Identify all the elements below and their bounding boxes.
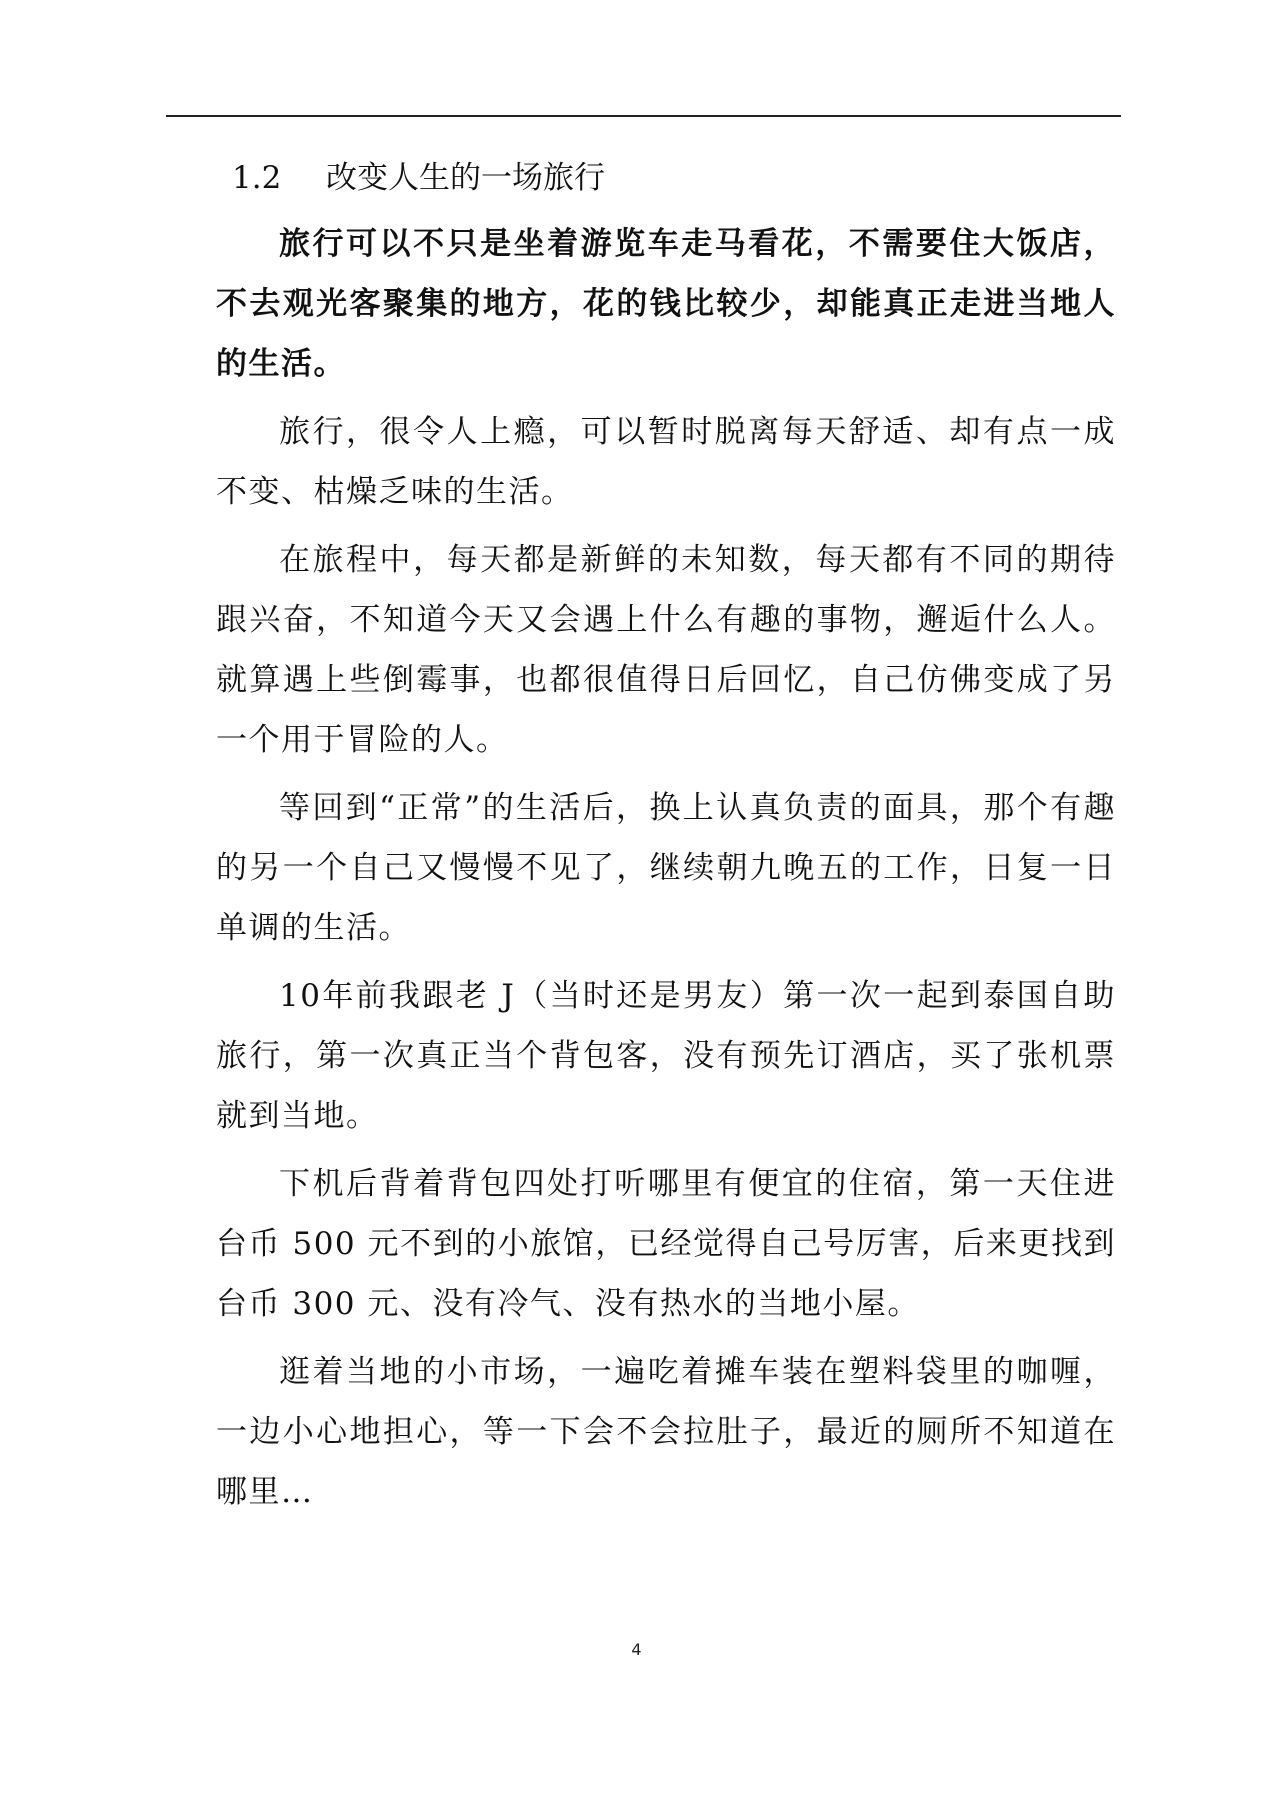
section-title: 改变人生的一场旅行 (326, 160, 605, 196)
paragraph: 10年前我跟老 J（当时还是男友）第一次一起到泰国自助旅行，第一次真正当个背包客，没有预先订酒店，买了张机票就到当地。 (216, 978, 1116, 1134)
section-heading (232, 150, 605, 206)
body-text (216, 214, 1116, 1530)
paragraph: 等回到“正常”的生活后，换上认真负责的面具，那个有趣的另一个自己又慢慢不见了，继续朝九晚五的工作，日复一日单调的生活。 (216, 790, 1116, 946)
paragraph: 旅行，很令人上瘾，可以暂时脱离每天舒适、却有点一成不变、枯燥乏味的生活。 (216, 414, 1116, 510)
header-rule (166, 115, 1121, 117)
page-number: 4 (631, 1640, 642, 1659)
lead-paragraph: 旅行可以不只是坐着游览车走马看花，不需要住大饭店，不去观光客聚集的地方，花的钱比较少，却能真正走进当地人的生活。 (216, 226, 1116, 382)
paragraph: 逛着当地的小市场，一遍吃着摊车装在塑料袋里的咖喱，一边小心地担心，等一下会不会拉肚子，最近的厕所不知道在哪里… (216, 1354, 1116, 1510)
paragraph: 在旅程中，每天都是新鲜的未知数，每天都有不同的期待跟兴奋，不知道今天又会遇上什么有趣的事物，邂逅什么人。就算遇上些倒霉事，也都很值得日后回忆，自己仿佛变成了另一个用于冒险的人。 (216, 542, 1116, 758)
paragraph: 下机后背着背包四处打听哪里有便宜的住宿，第一天住进台币 500 元不到的小旅馆，已经觉得自己号厉害，后来更找到台币 300 元、没有冷气、没有热水的当地小屋。 (216, 1166, 1116, 1322)
section-number: 1.2 (232, 160, 282, 196)
